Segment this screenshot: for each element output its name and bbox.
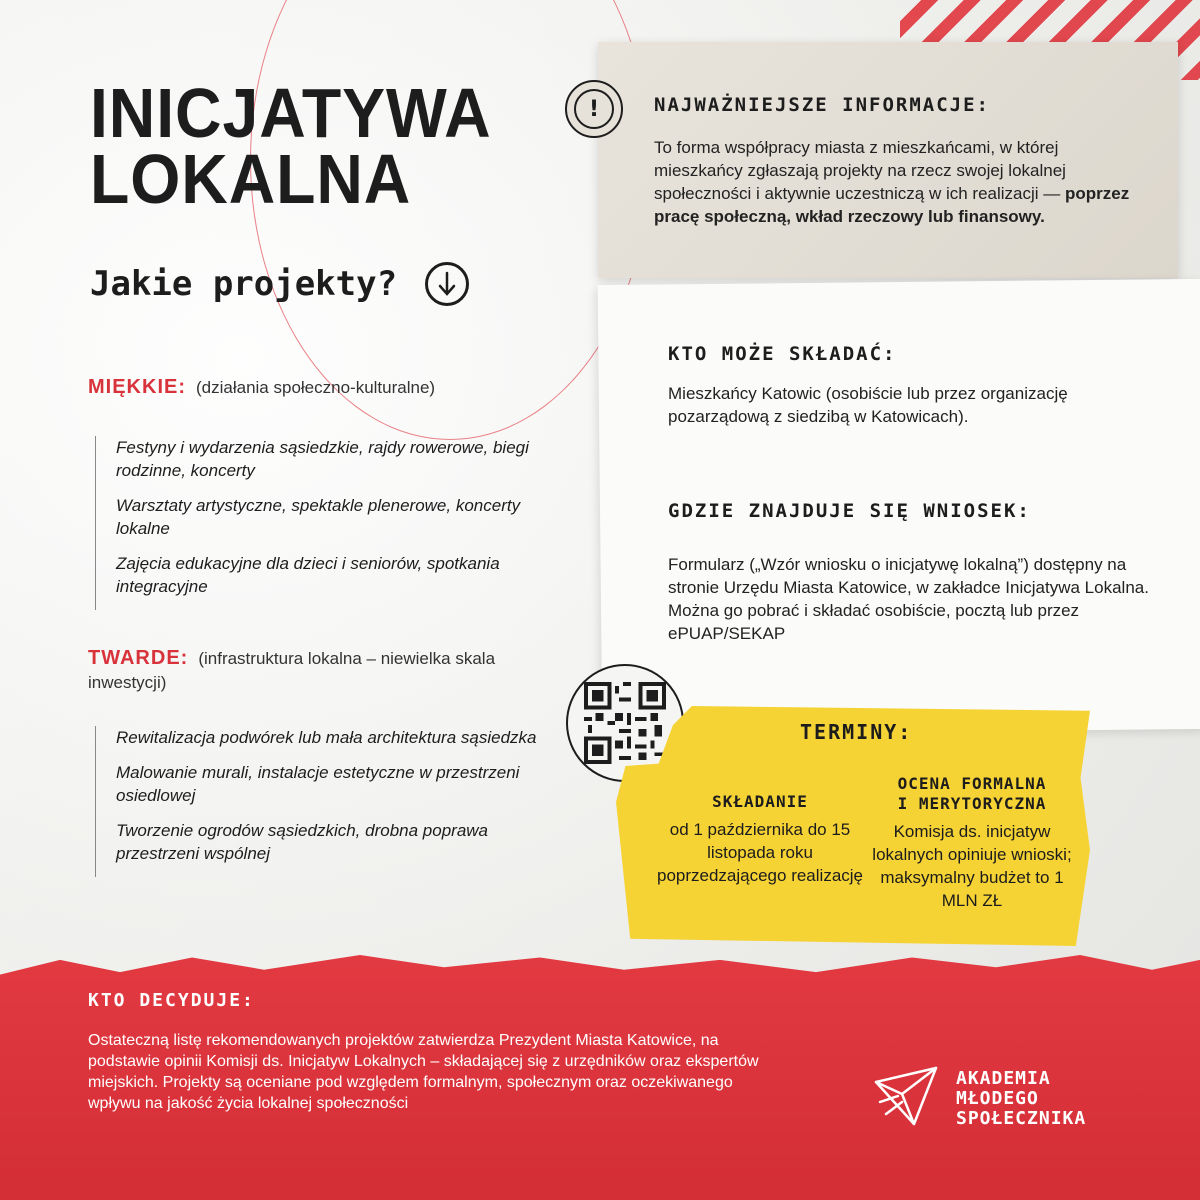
arrow-down-icon	[425, 262, 469, 306]
list-item: Zajęcia edukacyjne dla dzieci i seniorów, spotkania integracyjne	[116, 554, 500, 596]
decide-heading: KTO DECYDUJE:	[88, 990, 255, 1011]
soft-label: MIĘKKIE:	[88, 376, 186, 398]
hard-category	[88, 646, 548, 695]
soft-category	[88, 376, 435, 399]
soft-desc: (działania społeczno-kulturalne)	[196, 378, 436, 397]
brand-logo	[872, 1062, 1086, 1136]
terms-heading: TERMINY:	[800, 720, 913, 744]
list-item: Festyny i wydarzenia sąsiedzkie, rajdy rowerowe, biegi rodzinne, koncerty	[116, 438, 529, 480]
where-heading: GDZIE ZNAJDUJE SIĘ WNIOSEK:	[668, 500, 1031, 522]
subheading	[90, 262, 469, 306]
soft-list	[95, 436, 555, 610]
who-text: Mieszkańcy Katowic (osobiście lub przez organizację pozarządową z siedzibą w Katowicach).	[668, 384, 1068, 426]
eval-title-1: OCENA FORMALNA	[897, 774, 1047, 793]
submit-text: od 1 października do 15 listopada roku poprzedzającego realizację	[656, 820, 864, 885]
info-bold: poprzez pracę społeczną, wkład rzeczowy lub finansowy.	[654, 184, 1130, 226]
decide-text: Ostateczną listę rekomendowanych projektów zatwierdza Prezydent Miasta Katowice, na podstawie opinii Komisji ds. Inicjatyw Lokalnych – składającej się z urzędników oraz ekspertów miejskich. Projekty są oceniane pod względem formalnym, społecznym oraz oczekiwanego wpływu na jakość życia lokalnej społeczności	[88, 1032, 759, 1112]
hard-list	[95, 726, 565, 877]
where-text: Formularz („Wzór wniosku o inicjatywę lokalną”) dostępny na stronie Urzędu Miasta Katowice, w zakładce Inicjatywa Lokalna. Można go pobrać i składać osobiście, pocztą lub przez ePUAP/SEKAP	[668, 555, 1149, 643]
logo-line-2: MŁODEGO	[956, 1088, 1039, 1109]
info-body: To forma współpracy miasta z mieszkańcami, w której mieszkańcy zgłaszają projekty na rzecz swojej lokalnej społeczności i aktywnie uczestniczą w ich realizacji —	[654, 138, 1066, 203]
logo-line-1: AKADEMIA	[956, 1068, 1051, 1089]
eval-title-2: I MERYTORYCZNA	[897, 794, 1047, 813]
list-item: Malowanie murali, instalacje estetyczne w przestrzeni osiedlowej	[116, 763, 520, 805]
page-title	[90, 74, 527, 218]
eval-text: Komisja ds. inicjatyw lokalnych opiniuje wnioski; maksymalny budżet to 1 MLN ZŁ	[872, 822, 1072, 910]
hard-desc: (infrastruktura lokalna – niewielka skala inwestycji)	[88, 649, 496, 692]
submit-column	[650, 792, 870, 887]
logo-text	[956, 1069, 1086, 1129]
paper-plane-logo-icon	[872, 1062, 942, 1136]
title-line-1: INICJATYWA	[90, 74, 492, 152]
info-heading: NAJWAŻNIEJSZE INFORMACJE:	[654, 94, 990, 116]
eval-column	[862, 774, 1082, 912]
submit-title: SKŁADANIE	[712, 792, 808, 811]
list-item: Warsztaty artystyczne, spektakle plenerowe, koncerty lokalne	[116, 496, 521, 538]
hard-label: TWARDE:	[88, 647, 189, 669]
list-item: Rewitalizacja podwórek lub mała architektura sąsiedzka	[116, 728, 537, 747]
list-item: Tworzenie ogrodów sąsiedzkich, drobna poprawa przestrzeni wspólnej	[116, 821, 488, 863]
logo-line-3: SPOŁECZNIKA	[956, 1108, 1087, 1129]
info-text	[654, 136, 1134, 228]
subheading-text: Jakie projekty?	[90, 264, 398, 304]
alert-icon: !	[565, 80, 623, 138]
who-heading: KTO MOŻE SKŁADAĆ:	[668, 343, 897, 365]
title-line-2: LOKALNA	[90, 140, 412, 218]
